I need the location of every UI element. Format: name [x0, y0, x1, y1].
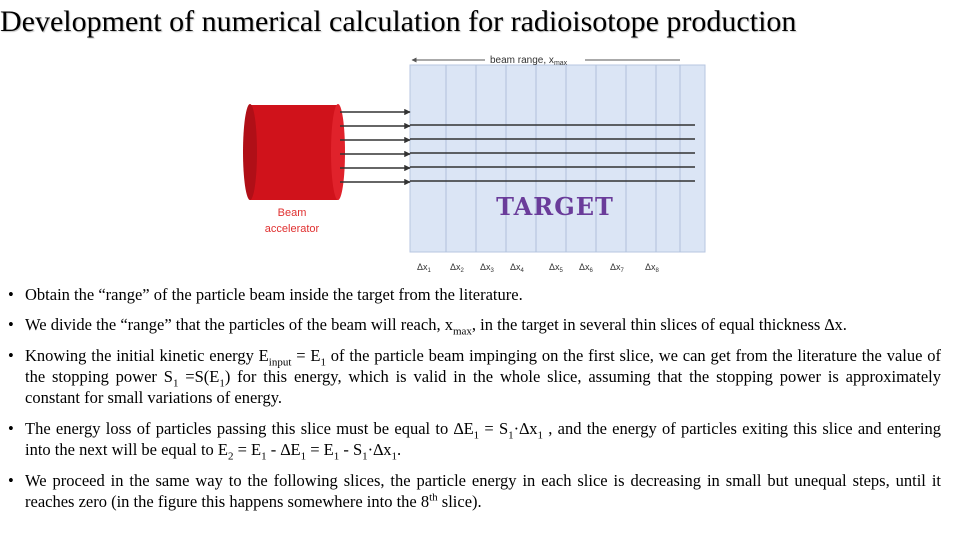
slice-label-2: $\Delta x_2$: [450, 262, 464, 274]
bullet-dot: •: [8, 471, 14, 490]
bullet-dot: •: [8, 315, 14, 334]
bullet-item-energy-loss: • The energy loss of particles passing this slice must be equal to $\Delta E_1 = S_1\cdot\Delta x_1$ , and the energy of particles exiting this slice and entering into the next will be equal to $E_2 = E_1 - \Delta E_1 = E_1 - S_1\cdot\Delta x_1$.: [8, 419, 941, 463]
page-title: Development of numerical calculation for radioisotope production: [0, 5, 797, 38]
slice-label-5: $\Delta x_5$: [549, 262, 563, 274]
slice-label-7: $\Delta x_7$: [610, 262, 624, 274]
bullet-dot: •: [8, 419, 14, 438]
bullet-item-range: • Obtain the “range” of the particle beam inside the target from the literature.: [8, 285, 523, 304]
slice-label-1: $\Delta x_1$: [417, 262, 431, 274]
target-block: [410, 65, 705, 252]
slice-label-8: $\Delta x_8$: [645, 262, 659, 274]
bullet-item-slices: • We divide the “range” that the particles of the beam will reach, $x_{max}$, in the target in several thin slices of equal thickness ∆x.: [8, 315, 847, 338]
slice-label-4: $\Delta x_4$: [510, 262, 524, 274]
bullet-item-stopping-power: • Knowing the initial kinetic energy $E_{input} = E_1$ of the particle beam impinging on the first slice, we can get from the literature the value of the stopping power $S_1 =S(E_1)$ for this energy, which is valid in the whole slice, assuming that the stopping power is approximately constant for small variations of energy.: [8, 346, 942, 407]
bullet-item-following-slices: • We proceed in the same way to the following slices, the particle energy in each slice is decreasing in small but unequal steps, until it reaches zero (in the figure this happens somewhere into the 8th slice).: [8, 471, 941, 511]
slice-label-6: $\Delta x_6$: [579, 262, 593, 274]
beam-range-label: beam range, $x_{max}$: [490, 55, 568, 67]
beam-target-diagram: [240, 50, 710, 280]
beam-accelerator: [243, 104, 345, 200]
bullet-dot: •: [8, 285, 14, 304]
bullet-dot: •: [8, 346, 14, 365]
accelerator-label-line1: Beam: [277, 207, 307, 219]
target-label: TARGET: [496, 192, 614, 221]
bullet-list: [8, 284, 941, 522]
accelerator-label-line2: accelerator: [264, 223, 320, 235]
slice-label-3: $\Delta x_3$: [480, 262, 494, 274]
slice-labels: [417, 262, 660, 274]
